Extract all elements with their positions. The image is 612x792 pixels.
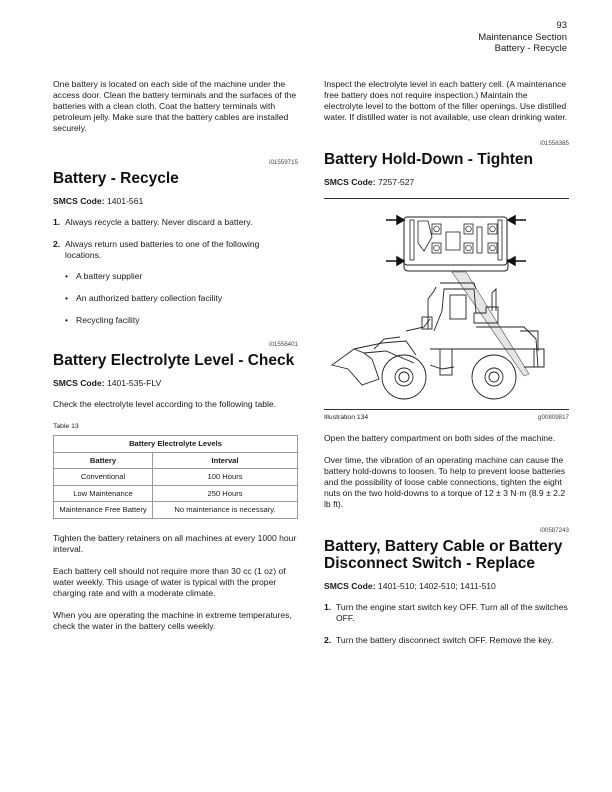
smcs-value: 1401-561	[106, 196, 144, 206]
smcs-value: 1401-510; 1402-510; 1411-510	[377, 581, 496, 591]
paragraph: Over time, the vibration of an operating machine can cause the battery hold-downs to loosen. To help to prevent loose batteries and the possibility of loose cable connections, tighten the eight nuts on the two hold-downs to a torque of 12 ± 3 N·m (8.9 ± 2.2 lb ft).	[324, 455, 566, 509]
step-number: 1.	[53, 217, 61, 227]
step-item	[53, 217, 298, 228]
paragraph: Tighten the battery retainers on all machines at every 1000 hour interval.	[53, 532, 297, 554]
column-header-battery: Battery	[54, 452, 153, 469]
table-title: Battery Electrolyte Levels	[54, 436, 298, 453]
wheel-loader-illustration	[324, 199, 569, 409]
holddown-smcs	[324, 177, 569, 188]
step-item	[324, 635, 569, 646]
step-number: 2.	[53, 239, 61, 249]
column-header-interval: Interval	[153, 452, 298, 469]
step-text: Turn the engine start switch key OFF. Turn all of the switches OFF.	[336, 602, 568, 623]
divider	[324, 409, 569, 410]
page-header	[478, 20, 567, 55]
smcs-value: 1401-535-FLV	[106, 378, 162, 388]
electrolyte-title: Battery Electrolyte Level - Check	[53, 352, 295, 369]
bullet-item: • An authorized battery collection facility	[65, 293, 298, 304]
table-cell: Low Maintenance	[54, 485, 153, 502]
left-column	[53, 79, 298, 643]
page-number: 93	[556, 20, 567, 31]
table-cell: Maintenance Free Battery	[54, 502, 153, 519]
smcs-label: SMCS Code:	[53, 378, 105, 388]
holddown-ref-id: i01558385	[540, 140, 569, 147]
recycle-title: Battery - Recycle	[53, 170, 179, 187]
table-cell: No maintenance is necessary.	[153, 502, 298, 519]
recycle-smcs	[53, 196, 298, 207]
holddown-title: Battery Hold-Down - Tighten	[324, 151, 533, 168]
paragraph: When you are operating the machine in extreme temperatures, check the water in the battery cells weekly.	[53, 609, 292, 631]
table-row	[54, 485, 298, 502]
illustration-label: Illustration 134	[324, 414, 369, 421]
smcs-label: SMCS Code:	[324, 177, 376, 187]
electrolyte-intro: Check the electrolyte level according to the following table.	[53, 399, 277, 409]
table-row	[54, 502, 298, 519]
step-number: 2.	[324, 635, 332, 645]
table-cell: 250 Hours	[153, 485, 298, 502]
smcs-value: 7257-527	[377, 177, 415, 187]
topic-name: Battery - Recycle	[494, 43, 567, 54]
step-item	[324, 602, 569, 624]
table-row	[54, 469, 298, 486]
step-item	[53, 239, 298, 326]
battery-clean-paragraph: One battery is located on each side of the machine under the access door. Clean the battery terminals and the surfaces of the batteries with a clean cloth. Coat the battery terminals with petroleum jelly. Make sure that the battery cables are installed securely.	[53, 79, 297, 133]
table-cell: Conventional	[54, 469, 153, 486]
recycle-ref-id: i01559715	[269, 159, 298, 166]
step-number: 1.	[324, 602, 332, 612]
table-label: Table 13	[53, 423, 79, 430]
smcs-label: SMCS Code:	[53, 196, 105, 206]
location-bullets	[65, 271, 298, 326]
replace-smcs	[324, 581, 569, 592]
paragraph: Each battery cell should not require more than 30 cc (1 oz) of water weekly. This usage of water is typical with the proper charging rate and with a moderate climate.	[53, 565, 286, 598]
step-text: Always return used batteries to one of the following locations.	[65, 239, 260, 260]
right-column	[324, 79, 569, 657]
table-cell: 100 Hours	[153, 469, 298, 486]
paragraph: Open the battery compartment on both sides of the machine.	[324, 433, 556, 443]
illustration-id: g00809817	[538, 414, 569, 421]
electrolyte-table	[53, 435, 298, 519]
step-text: Always recycle a battery. Never discard a battery.	[65, 217, 253, 227]
replace-title: Battery, Battery Cable or Battery Disconnect Switch - Replace	[324, 538, 563, 572]
electrolyte-ref-id: i01558401	[269, 341, 298, 348]
inspect-paragraph: Inspect the electrolyte level in each battery cell. (A maintenance free battery does not require inspection.) Maintain the electrolyte level to the bottom of the filler openings. Use distilled water. If distilled water is not available, use clean drinking water.	[324, 79, 568, 122]
replace-ref-id: i00587243	[540, 527, 569, 534]
bullet-item: • A battery supplier	[65, 271, 298, 282]
battery-holddown-diagram	[324, 199, 569, 409]
section-name: Maintenance Section	[478, 31, 567, 43]
smcs-label: SMCS Code:	[324, 581, 376, 591]
step-text: Turn the battery disconnect switch OFF. Remove the key.	[336, 635, 554, 645]
bullet-item: • Recycling facility	[65, 315, 298, 326]
illustration-caption	[324, 412, 569, 423]
recycle-steps	[53, 217, 298, 326]
replace-steps	[324, 602, 569, 646]
electrolyte-smcs	[53, 378, 298, 389]
